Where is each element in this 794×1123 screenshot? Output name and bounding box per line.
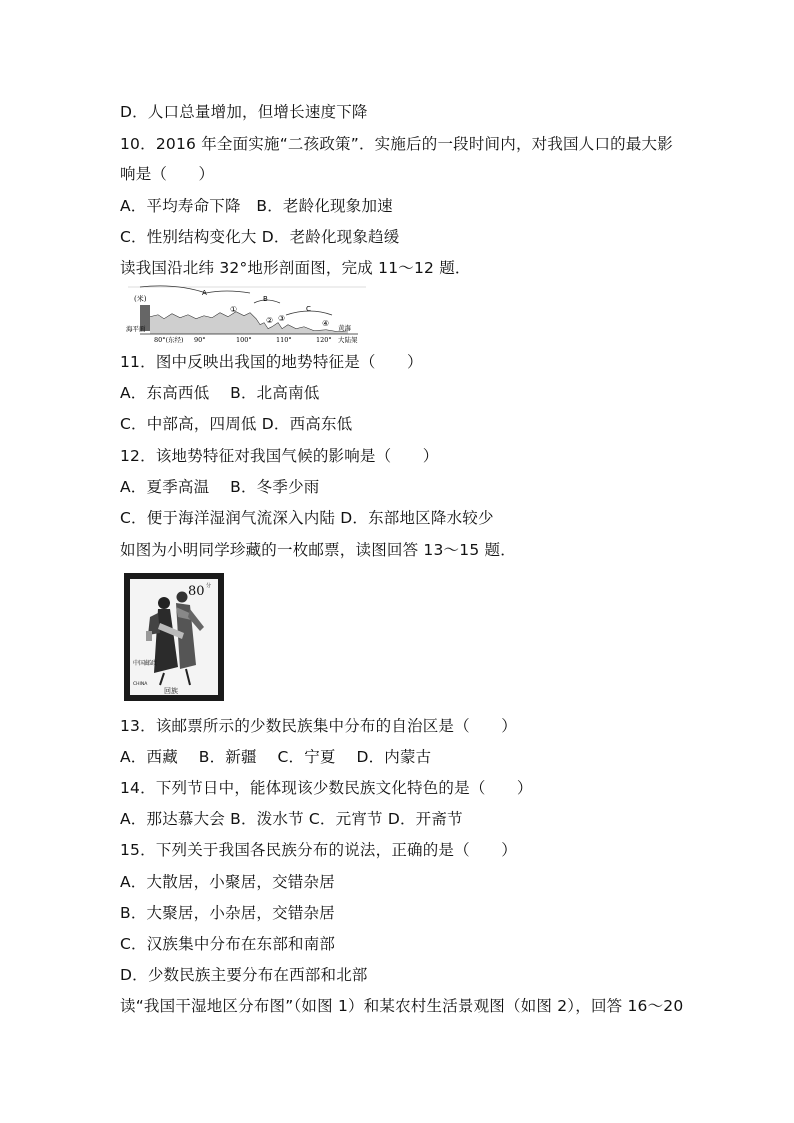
options-12-cd: C．便于海洋湿润气流深入内陆 D．东部地区降水较少 <box>120 509 494 527</box>
options-11-cd: C．中部高，四周低 D．西高东低 <box>120 415 353 433</box>
option-15-b: B．大聚居，小杂居，交错杂居 <box>120 904 335 922</box>
unit-label: (米) <box>134 295 147 303</box>
question-11: 11．图中反映出我国的地势特征是（ ） <box>120 353 423 371</box>
stamp-image <box>124 573 224 701</box>
tick-120: 120° <box>316 336 332 343</box>
stamp-value-unit: 分 <box>206 583 212 589</box>
options-10-ab: A．平均寿命下降 B．老龄化现象加速 <box>120 197 393 215</box>
question-10: 10．2016 年全面实施“二孩政策”．实施后的一段时间内，对我国人口的最大影 <box>120 135 673 153</box>
question-12: 12．该地势特征对我国气候的影响是（ ） <box>120 447 439 465</box>
option-15-d: D．少数民族主要分布在西部和北部 <box>120 966 368 984</box>
marker-4: ④ <box>322 319 330 328</box>
options-10-cd: C．性别结构变化大 D．老龄化现象趋缓 <box>120 228 400 246</box>
tick-90: 90° <box>194 336 206 343</box>
options-13: A．西藏 B．新疆 C．宁夏 D．内蒙古 <box>120 748 432 766</box>
stamp-country-en: CHINA <box>133 682 148 687</box>
options-11-ab: A．东高西低 B．北高南低 <box>120 384 320 402</box>
instruction-11-12: 读我国沿北纬 32°地形剖面图，完成 11～12 题． <box>120 259 471 277</box>
question-14: 14．下列节日中，能体现该少数民族文化特色的是（ ） <box>120 779 533 797</box>
instruction-16-20: 读“我国干湿地区分布图”（如图 1）和某农村生活景观图（如图 2），回答 16～20 <box>120 997 684 1015</box>
option-15-a: A．大散居，小聚居，交错杂居 <box>120 873 335 891</box>
region-label-b: B <box>263 295 268 303</box>
stamp-value: 80 <box>188 584 205 599</box>
question-15: 15．下列关于我国各民族分布的说法，正确的是（ ） <box>120 841 517 859</box>
marker-2: ② <box>266 316 274 325</box>
sea-name-label: 黄海 <box>338 324 351 332</box>
marker-1: ① <box>230 305 238 314</box>
options-12-ab: A．夏季高温 B．冬季少雨 <box>120 478 320 496</box>
region-label-a: A <box>202 289 207 297</box>
instruction-13-15: 如图为小明同学珍藏的一枚邮票，读图回答 13～15 题． <box>120 541 516 559</box>
option-9-d: D．人口总量增加，但增长速度下降 <box>120 103 368 121</box>
stamp-ethnic: 回族 <box>164 687 178 695</box>
terrain-fill <box>150 312 348 334</box>
sea-level-label: 海平面 <box>126 325 146 333</box>
stamp-country: 中国邮政 <box>133 660 158 667</box>
options-14: A．那达慕大会 B．泼水节 C．元宵节 D．开斋节 <box>120 810 463 828</box>
question-13: 13．该邮票所示的少数民族集中分布的自治区是（ ） <box>120 717 517 735</box>
question-10-cont: 响是（ ） <box>120 165 215 183</box>
terrain-profile-figure <box>126 285 370 343</box>
stamp-paper <box>130 579 218 695</box>
region-label-c: C <box>306 305 311 313</box>
tick-80: 80°(东经) <box>154 336 184 343</box>
tick-110: 110° <box>276 336 292 343</box>
marker-3: ③ <box>278 314 286 323</box>
option-15-c: C．汉族集中分布在东部和南部 <box>120 935 336 953</box>
tick-100: 100° <box>236 336 252 343</box>
shelf-label: 大陆架 <box>338 336 358 343</box>
